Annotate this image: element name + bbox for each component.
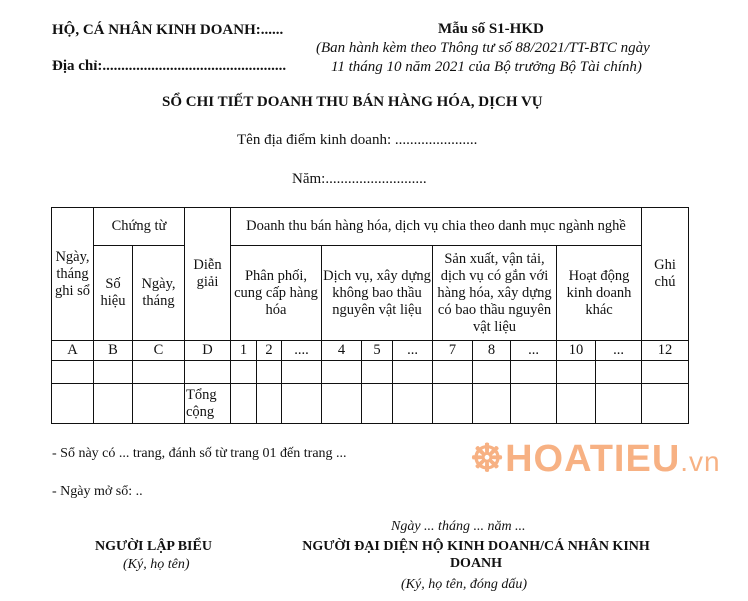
ship-wheel-icon: ☸ bbox=[470, 438, 506, 480]
header-revenue: Doanh thu bán hàng hóa, dịch vụ chia theo danh mục ngành nghề bbox=[231, 208, 642, 246]
preparer-title: NGƯỜI LẬP BIỂU bbox=[95, 539, 212, 554]
code-cell: 10 bbox=[557, 341, 596, 361]
total-label: Tổng cộng bbox=[185, 384, 231, 424]
code-cell: ... bbox=[393, 341, 433, 361]
code-cell: 12 bbox=[642, 341, 689, 361]
code-row bbox=[52, 341, 689, 361]
empty-row bbox=[52, 361, 689, 384]
header-group-distribution: Phân phối, cung cấp hàng hóa bbox=[231, 246, 322, 341]
signature-date: Ngày ... tháng ... năm ... bbox=[391, 519, 526, 534]
year-field: Năm:........................... bbox=[292, 171, 427, 187]
watermark-text: HOATIEU bbox=[505, 438, 681, 480]
note-pages: - Sổ này có ... trang, đánh số từ trang 01 đến trang ... bbox=[52, 446, 347, 461]
total-row bbox=[52, 384, 689, 424]
code-cell: D bbox=[185, 341, 231, 361]
header-voucher-date: Ngày, tháng bbox=[133, 246, 185, 341]
header-group-services: Dịch vụ, xây dựng không bao thầu nguyên vật liệu bbox=[322, 246, 433, 341]
code-cell: ... bbox=[596, 341, 642, 361]
header-voucher-number: Số hiệu bbox=[94, 246, 133, 341]
header-description: Diễn giải bbox=[185, 208, 231, 341]
watermark-suffix: .vn bbox=[680, 446, 721, 477]
issued-line-1: (Ban hành kèm theo Thông tư số 88/2021/TT-BTC ngày bbox=[316, 40, 650, 56]
header-date: Ngày, tháng ghi sổ bbox=[52, 208, 94, 341]
note-open-date: - Ngày mở sổ: .. bbox=[52, 484, 143, 499]
preparer-note: (Ký, họ tên) bbox=[123, 557, 190, 572]
document-title: SỔ CHI TIẾT DOANH THU BÁN HÀNG HÓA, DỊCH VỤ bbox=[162, 94, 543, 110]
hoatieu-watermark-logo bbox=[470, 436, 721, 485]
representative-note: (Ký, họ tên, đóng dấu) bbox=[401, 577, 527, 592]
code-cell: 2 bbox=[257, 341, 282, 361]
header-note: Ghi chú bbox=[642, 208, 689, 341]
code-cell: 1 bbox=[231, 341, 257, 361]
header-group-production: Sản xuất, vận tải, dịch vụ có gắn với hàng hóa, xây dựng có bao thầu nguyên vật liệu bbox=[433, 246, 557, 341]
form-number: Mẫu số S1-HKD bbox=[438, 21, 544, 37]
code-cell: ... bbox=[511, 341, 557, 361]
code-cell: 5 bbox=[362, 341, 393, 361]
location-field: Tên địa điểm kinh doanh: ...................... bbox=[237, 132, 478, 148]
code-cell: 8 bbox=[473, 341, 511, 361]
code-cell: A bbox=[52, 341, 94, 361]
code-cell: .... bbox=[282, 341, 322, 361]
revenue-ledger-table bbox=[51, 207, 689, 424]
header-voucher: Chứng từ bbox=[94, 208, 185, 246]
issued-line-2: 11 tháng 10 năm 2021 của Bộ trưởng Bộ Tài chính) bbox=[331, 59, 642, 75]
code-cell: 4 bbox=[322, 341, 362, 361]
code-cell: 7 bbox=[433, 341, 473, 361]
business-name: HỘ, CÁ NHÂN KINH DOANH:...... bbox=[52, 22, 284, 38]
representative-title: NGƯỜI ĐẠI DIỆN HỘ KINH DOANH/CÁ NHÂN KINH DOANH bbox=[302, 539, 650, 571]
address: Địa chỉ:................................................. bbox=[52, 58, 287, 74]
header-group-other: Hoạt động kinh doanh khác bbox=[557, 246, 642, 341]
code-cell: B bbox=[94, 341, 133, 361]
code-cell: C bbox=[133, 341, 185, 361]
